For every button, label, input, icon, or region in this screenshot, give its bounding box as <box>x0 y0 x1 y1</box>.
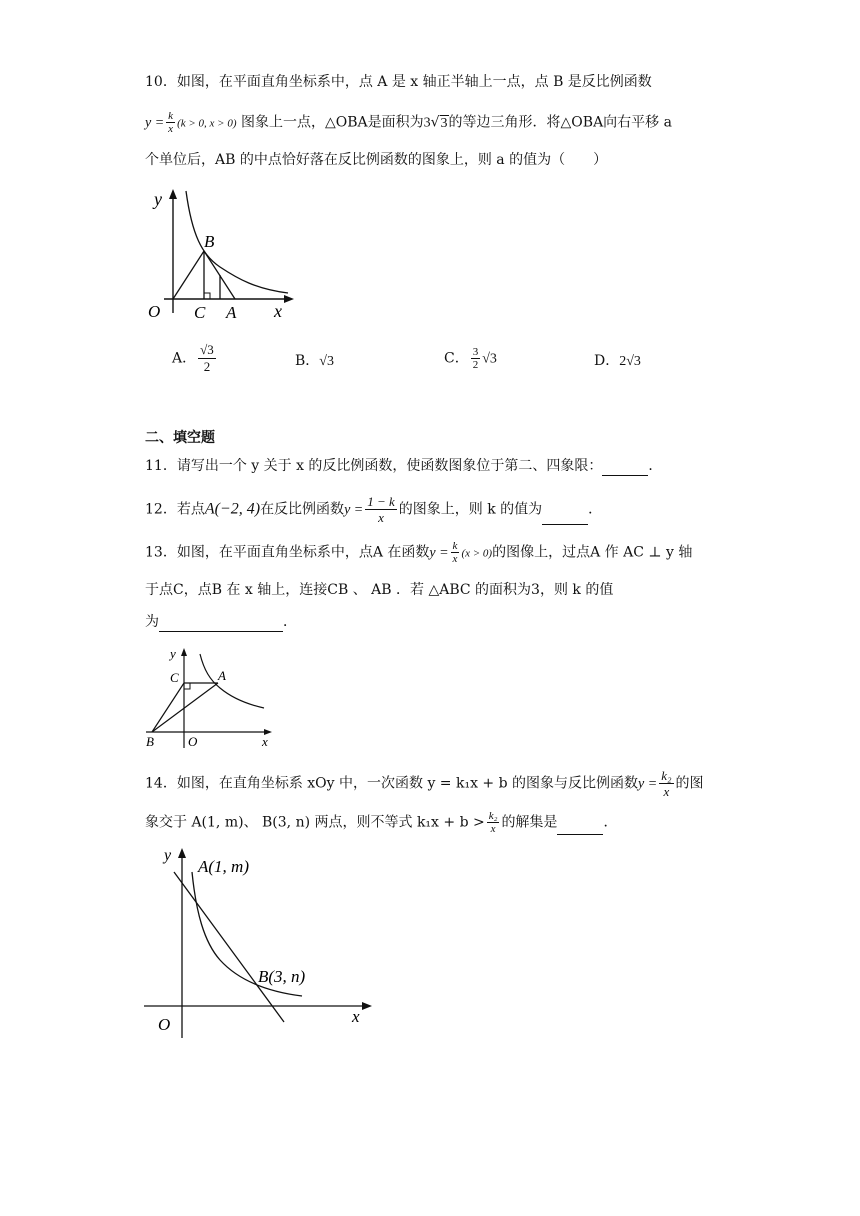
q12-line <box>145 494 602 525</box>
q13-right-angle <box>184 683 190 689</box>
q14-line2-a: 象交于 A(1, m)、 B(3, n) 两点，则不等式 k₁x + b > <box>145 814 485 831</box>
q10-label-b: B <box>204 232 215 251</box>
q13-line3 <box>145 612 297 632</box>
q10-option-c-num: 3 <box>472 346 479 358</box>
q13-label-a: A <box>218 668 226 683</box>
q13-frac-den: x <box>452 553 458 565</box>
q10-area-rad: 3 <box>440 115 448 131</box>
q14-line2-b: 的解集是 <box>501 814 558 831</box>
q13-label-o: O <box>188 734 198 749</box>
q14-figure <box>140 842 380 1042</box>
q12-text-a: 12．若点 <box>145 501 205 518</box>
q13-func-frac <box>451 540 460 565</box>
q10-y-arrow <box>169 189 177 199</box>
q10-option-a[interactable] <box>172 342 218 375</box>
q14-tail: ． <box>603 814 618 831</box>
q10-func-frac <box>166 110 175 135</box>
q14-label-o: O <box>158 1015 171 1034</box>
q12-answer-blank[interactable] <box>542 510 588 525</box>
q10-x-arrow <box>284 295 294 303</box>
q10-text-b: 的等边三角形．将△OBA向右平移 a <box>448 114 672 131</box>
q11-line <box>145 456 662 476</box>
q10-area-coef: 3 <box>423 115 431 131</box>
q10-hyperbola <box>186 191 288 293</box>
q13-text-a: 13．如图，在平面直角坐标系中，点A 在函数 <box>145 544 430 561</box>
q10-label-a: A <box>226 303 237 322</box>
q14-frac-den: x <box>663 784 670 799</box>
q10-option-b-value: √3 <box>319 354 334 369</box>
q12-text-b: 在反比例函数 <box>260 501 345 518</box>
q10-figure <box>140 185 300 325</box>
q10-option-b[interactable] <box>295 350 334 370</box>
q10-option-c-rad: √3 <box>482 351 497 367</box>
q12-text-c: 的图象上，则 k 的值为 <box>398 501 543 518</box>
q14-label-y: y <box>164 847 172 864</box>
q12-tail: ． <box>588 501 603 518</box>
q13-y-arrow <box>181 648 187 656</box>
q14-ineq-frac <box>487 810 500 835</box>
q10-line2: y = $\frac{k}{x}$ (k > 0, x > 0) 图象上一点，△OBA是面积为3√3的等边三角形．将△OBA向右平移 a <box>145 110 672 135</box>
q14-x-arrow <box>362 1002 372 1010</box>
q14-line2 <box>145 810 617 835</box>
q13-label-y: y <box>170 646 176 661</box>
q14-ineq-frac-num: k₂ <box>488 810 498 822</box>
q13-text-b: 的图像上，过点A 作 AC ⊥ y 轴 <box>492 544 693 561</box>
q14-y-arrow <box>178 848 186 858</box>
q10-option-d[interactable] <box>594 350 641 370</box>
q10-option-a-label: A． <box>172 350 197 367</box>
q14-ineq-frac-den: x <box>490 823 496 835</box>
q14-answer-blank[interactable] <box>557 820 603 835</box>
q14-frac-num: k₂ <box>661 768 672 783</box>
q13-tail: ． <box>283 614 297 630</box>
q10-label-o: O <box>148 302 161 321</box>
q13-line1 <box>145 540 692 565</box>
q13-label-x: x <box>262 734 268 749</box>
q10-option-c[interactable] <box>444 346 497 371</box>
q12-frac-den: x <box>378 510 384 525</box>
q11-tail: ． <box>648 458 663 474</box>
q13-line2: 于点C，点B 在 x 轴上，连接CB 、 AB ．若 △ABC 的面积为3，则 k 的值 <box>145 582 614 598</box>
q10-frac-den: x <box>168 123 174 135</box>
q10-line3: 个单位后，AB 的中点恰好落在反比例函数的图象上，则 a 的值为（ ） <box>145 152 608 168</box>
q14-func-frac <box>659 768 673 799</box>
q10-option-c-frac <box>471 346 481 371</box>
q10-label-x: x <box>274 301 282 321</box>
q12-frac-num: 1 − k <box>367 494 395 509</box>
q14-text-b: 的图 <box>675 775 704 792</box>
q13-cond: (x > 0) <box>461 547 493 560</box>
q11-text: 11．请写出一个 y 关于 x 的反比例函数，使函数图象位于第二、四象限： <box>145 458 603 474</box>
q10-label-y: y <box>154 189 162 209</box>
q14-label-x: x <box>352 1007 360 1026</box>
q11-answer-blank[interactable] <box>602 461 648 476</box>
q13-line3-text: 为 <box>145 614 159 630</box>
q10-option-b-label: B． <box>295 353 320 369</box>
q10-frac-num: k <box>168 110 174 122</box>
q13-segment-bc <box>152 683 184 732</box>
q10-option-a-den: 2 <box>203 359 211 374</box>
q14-label-b: B(3, n) <box>258 967 306 986</box>
q10-option-c-den: 2 <box>472 359 479 371</box>
q10-func-lhs: y = <box>145 115 165 131</box>
q10-right-angle <box>204 293 210 299</box>
q10-line1: 10．如图，在平面直角坐标系中，点 A 是 x 轴正半轴上一点，点 B 是反比例函数 <box>145 74 652 90</box>
q13-hyperbola <box>200 654 264 708</box>
q13-label-b: B <box>146 734 154 749</box>
q13-frac-num: k <box>452 540 458 552</box>
q12-point: A(−2, 4) <box>204 500 261 518</box>
q10-option-a-num: √3 <box>200 342 214 357</box>
q10-option-c-label: C． <box>444 350 469 367</box>
q12-func-frac <box>365 494 397 525</box>
q14-label-a: A(1, m) <box>198 857 249 876</box>
q10-label-c: C <box>194 303 206 322</box>
q14-text-a: 14．如图，在直角坐标系 xOy 中，一次函数 y = k₁x + b 的图象与反比例函数 <box>145 775 639 792</box>
q10-text-a: 图象上一点，△OBA是面积为 <box>240 114 424 131</box>
q13-answer-blank[interactable] <box>159 617 283 632</box>
q12-func-lhs: y = <box>344 502 364 518</box>
q14-func-lhs: y = <box>638 776 658 792</box>
section-fill-in-title: 二、填空题 <box>145 430 215 446</box>
q14-line-graph <box>174 872 284 1022</box>
q13-figure <box>140 640 280 752</box>
q13-func-lhs: y = <box>429 545 449 561</box>
q13-label-c: C <box>170 670 179 685</box>
q10-side-ob <box>173 251 204 299</box>
q10-option-d-label: D． <box>594 353 620 369</box>
q10-option-a-frac <box>198 342 216 375</box>
q14-line1 <box>145 768 704 799</box>
q13-segment-ba <box>152 683 218 732</box>
q10-cond: (k > 0, x > 0) <box>177 117 237 130</box>
q10-option-d-value: 2√3 <box>619 354 641 369</box>
